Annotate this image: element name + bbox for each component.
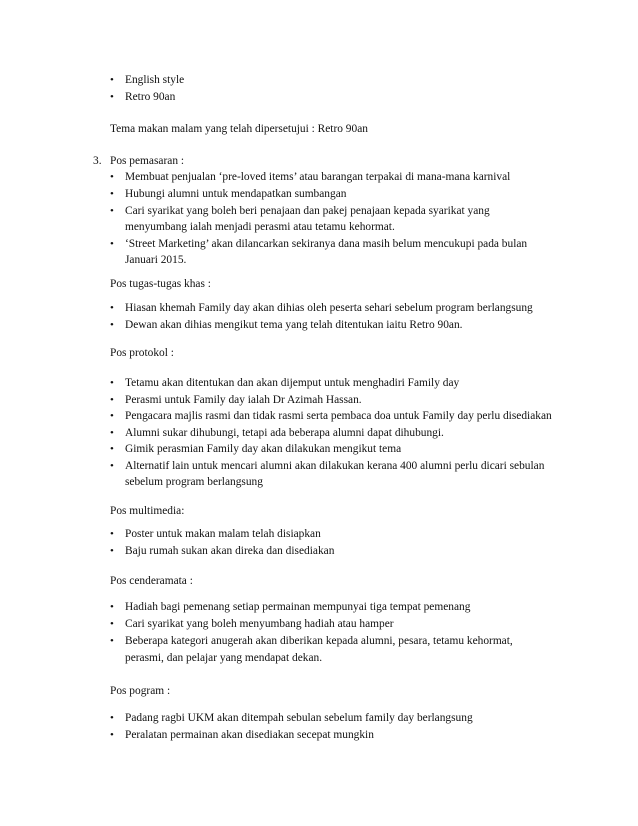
tema-text: Tema makan malam yang telah dipersetujui : Retro 90an xyxy=(110,123,368,135)
list-item-continuation: perasmi, dan pelajar yang mendapat dekan. xyxy=(125,652,323,664)
list-item: Tetamu akan ditentukan dan akan dijemput untuk menghadiri Family day xyxy=(125,377,460,389)
section-heading-cenderamata: Pos cenderamata : xyxy=(110,575,193,587)
bullet-icon: • xyxy=(110,410,114,422)
list-item: Membuat penjualan ‘pre-loved items’ atau barangan terpakai di mana-mana karnival xyxy=(125,171,511,183)
bullet-icon: • xyxy=(110,729,114,741)
bullet-icon: • xyxy=(110,74,114,86)
bullet-icon: • xyxy=(110,205,114,217)
bullet-icon: • xyxy=(110,618,114,630)
bullet-icon: • xyxy=(110,188,114,200)
list-item: Cari syarikat yang boleh menyumbang hadiah atau hamper xyxy=(125,618,394,630)
bullet-icon: • xyxy=(110,635,114,647)
list-item: Gimik perasmian Family day akan dilakukan mengikut tema xyxy=(125,443,402,455)
list-item: Baju rumah sukan akan direka dan disediakan xyxy=(125,545,335,557)
bullet-icon: • xyxy=(110,545,114,557)
list-item: Alternatif lain untuk mencari alumni akan dilakukan kerana 400 alumni perlu dicari sebulan xyxy=(125,460,545,472)
list-item: Poster untuk makan malam telah disiapkan xyxy=(125,528,321,540)
list-item: Hadiah bagi pemenang setiap permainan mempunyai tiga tempat pemenang xyxy=(125,601,471,613)
list-item: Hubungi alumni untuk mendapatkan sumbangan xyxy=(125,188,347,200)
list-item: Perasmi untuk Family day ialah Dr Azimah Hassan. xyxy=(125,394,362,406)
list-item: Retro 90an xyxy=(125,91,176,103)
bullet-icon: • xyxy=(110,601,114,613)
list-item: Peralatan permainan akan disediakan secepat mungkin xyxy=(125,729,374,741)
bullet-icon: • xyxy=(110,319,114,331)
bullet-icon: • xyxy=(110,238,114,250)
section-number: 3. xyxy=(93,155,102,167)
list-item: Padang ragbi UKM akan ditempah sebulan sebelum family day berlangsung xyxy=(125,712,473,724)
section-heading-protokol: Pos protokol : xyxy=(110,347,174,359)
list-item-continuation: Januari 2015. xyxy=(125,254,187,266)
bullet-icon: • xyxy=(110,394,114,406)
list-item: Beberapa kategori anugerah akan diberikan kepada alumni, pesara, tetamu kehormat, xyxy=(125,635,513,647)
section-heading-program: Pos pogram : xyxy=(110,685,171,697)
list-item: Dewan akan dihias mengikut tema yang telah ditentukan iaitu Retro 90an. xyxy=(125,319,463,331)
bullet-icon: • xyxy=(110,91,114,103)
list-item: Alumni sukar dihubungi, tetapi ada beberapa alumni dapat dihubungi. xyxy=(125,427,444,439)
bullet-icon: • xyxy=(110,443,114,455)
list-item: Hiasan khemah Family day akan dihias oleh peserta sehari sebelum program berlangsung xyxy=(125,302,533,314)
bullet-icon: • xyxy=(110,427,114,439)
list-item-continuation: sebelum program berlangsung xyxy=(125,476,263,488)
list-item-continuation: menyumbang ialah menjadi perasmi atau tetamu kehormat. xyxy=(125,221,395,233)
bullet-icon: • xyxy=(110,377,114,389)
list-item: Cari syarikat yang boleh beri penajaan dan pakej penajaan kepada syarikat yang xyxy=(125,205,490,217)
section-heading-pemasaran: Pos pemasaran : xyxy=(110,155,185,167)
bullet-icon: • xyxy=(110,528,114,540)
bullet-icon: • xyxy=(110,171,114,183)
list-item: English style xyxy=(125,74,185,86)
list-item: ‘Street Marketing’ akan dilancarkan sekiranya dana masih belum mencukupi pada bulan xyxy=(125,238,528,250)
list-item: Pengacara majlis rasmi dan tidak rasmi serta pembaca doa untuk Family day perlu disediakan xyxy=(125,410,552,422)
bullet-icon: • xyxy=(110,712,114,724)
section-heading-multimedia: Pos multimedia: xyxy=(110,505,185,517)
section-heading-tugas-khas: Pos tugas-tugas khas : xyxy=(110,278,211,290)
bullet-icon: • xyxy=(110,460,114,472)
bullet-icon: • xyxy=(110,302,114,314)
